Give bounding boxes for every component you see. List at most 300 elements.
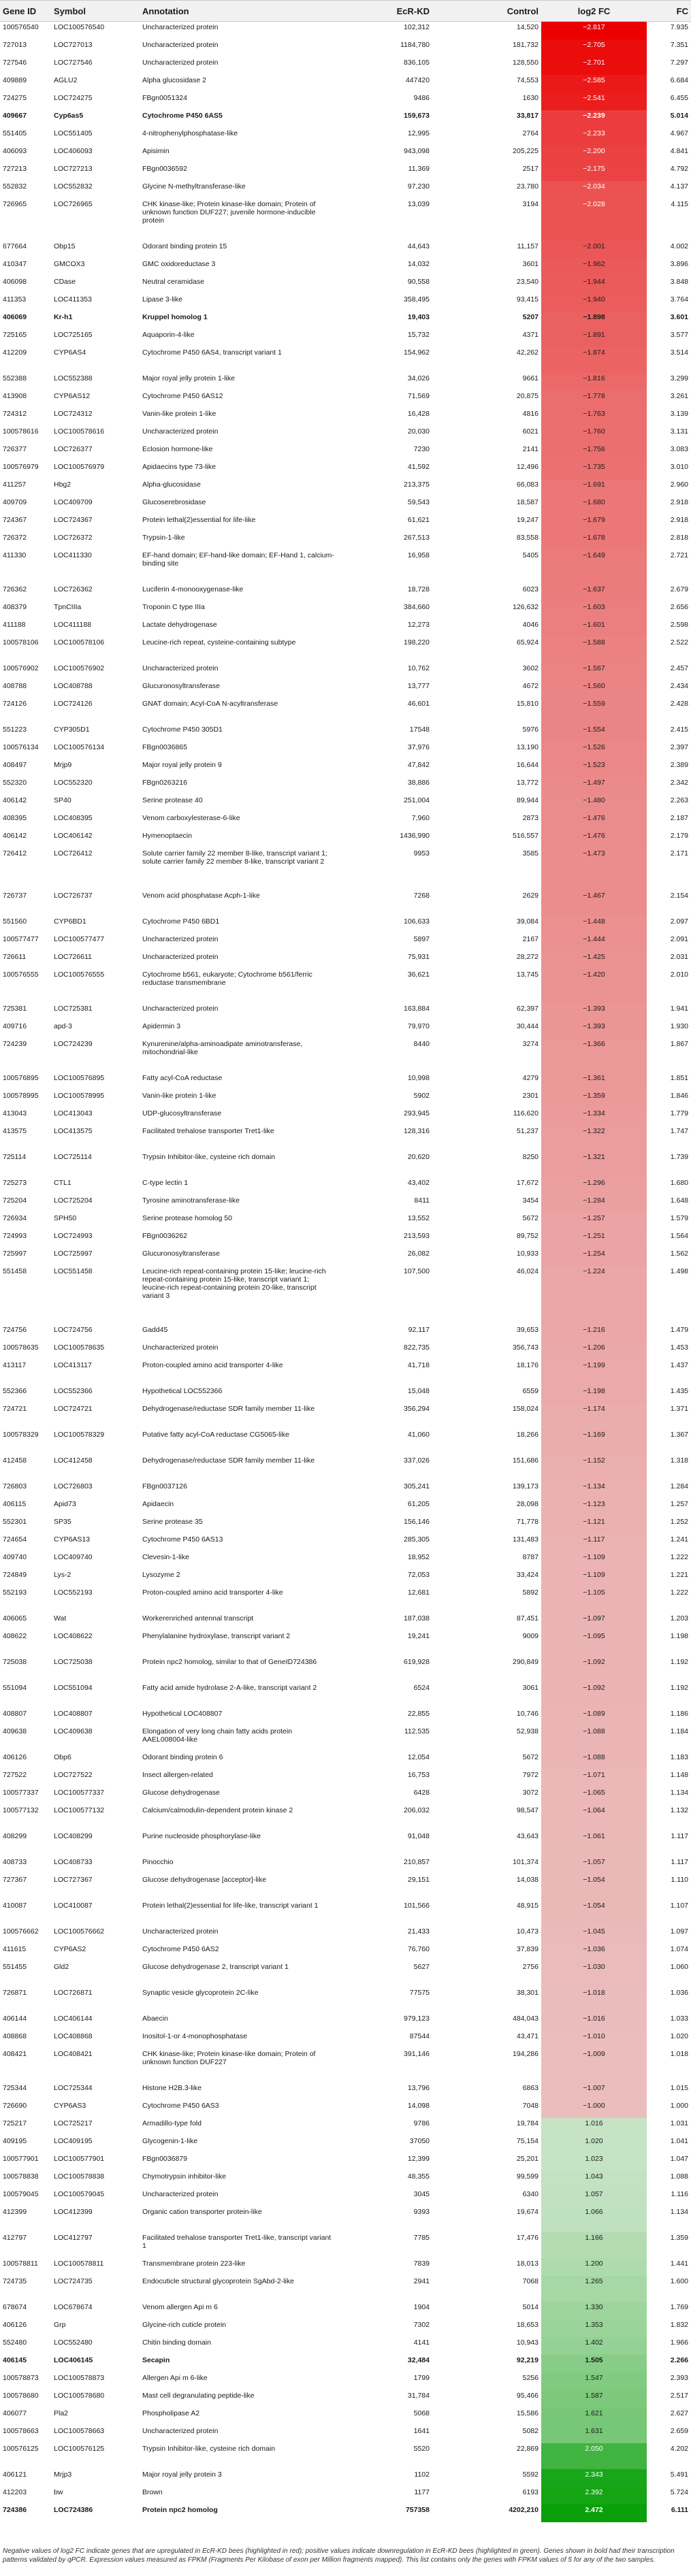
cell-symbol: CYP6BD1	[54, 917, 86, 926]
cell-control: 42,262	[516, 348, 539, 357]
cell-gene-id: 100578838	[3, 2172, 39, 2181]
cell-symbol: LOC724367	[54, 515, 93, 524]
cell-annotation: Lysozyme 2	[142, 1570, 180, 1579]
cell-fc: 1.318	[670, 1456, 688, 1465]
cell-log2fc: −1.321	[541, 1152, 647, 1177]
cell-annotation: Serine protease 40	[142, 796, 203, 804]
cell-ecr-kd: 12,399	[407, 2154, 430, 2163]
cell-log2fc: −1.735	[541, 461, 647, 479]
cell-symbol: SP40	[54, 796, 71, 804]
cell-fc: 3.131	[670, 427, 688, 436]
cell-annotation: Hypothetical LOC552366	[142, 1386, 223, 1395]
cell-symbol: LOC409740	[54, 1552, 93, 1561]
cell-symbol: LOC409709	[54, 498, 93, 506]
cell-control: 6021	[522, 427, 539, 436]
cell-log2fc: −1.420	[541, 969, 647, 1003]
table-row	[0, 1726, 691, 1752]
cell-control: 23,780	[516, 182, 539, 191]
cell-symbol: LOC724735	[54, 2277, 93, 2285]
cell-gene-id: 413117	[3, 1360, 27, 1369]
cell-annotation: Dehydrogenase/reductase SDR family member 11-like	[142, 1404, 315, 1413]
table-row	[0, 479, 691, 497]
cell-annotation: Putative fatty acyl-CoA reductase CG5065-like	[142, 1430, 289, 1439]
table-row	[0, 39, 691, 57]
cell-fc: 1.739	[670, 1152, 688, 1161]
cell-ecr-kd: 10,998	[407, 1073, 430, 1082]
cell-fc: 3.299	[670, 374, 688, 382]
cell-fc: 3.261	[670, 391, 688, 400]
cell-control: 116,620	[513, 1109, 539, 1118]
cell-ecr-kd: 1102	[414, 2470, 430, 2479]
cell-log2fc: −1.359	[541, 1090, 647, 1108]
cell-symbol: LOC725114	[54, 1152, 92, 1161]
cell-annotation: Cytochrome P450 6AS2	[142, 1944, 219, 1953]
cell-control: 18,587	[516, 498, 539, 506]
cell-fc: 3.577	[670, 330, 688, 339]
cell-control: 16,644	[516, 760, 539, 769]
cell-log2fc: −1.061	[541, 1831, 647, 1857]
cell-log2fc: −1.152	[541, 1455, 647, 1481]
cell-gene-id: 100576134	[3, 743, 39, 751]
cell-fc: 1.134	[670, 1788, 688, 1797]
cell-ecr-kd: 13,039	[407, 199, 430, 208]
cell-fc: 1.284	[670, 1482, 688, 1490]
cell-control: 14,520	[516, 23, 539, 31]
table-row	[0, 2443, 691, 2469]
cell-annotation: UDP-glucosyltransferase	[142, 1109, 222, 1118]
cell-annotation: Pinocchio	[142, 1857, 174, 1866]
table-row	[0, 681, 691, 698]
cell-control: 4046	[522, 620, 539, 629]
cell-control: 13,190	[516, 743, 539, 751]
cell-annotation: Uncharacterized protein	[142, 1927, 219, 1936]
table-row	[0, 259, 691, 276]
header-symbol: Symbol	[51, 1, 140, 22]
cell-annotation: GNAT domain; Acyl-CoA N-acyltransferase	[142, 699, 278, 708]
cell-log2fc: −2.175	[541, 163, 647, 181]
cell-fc: 4.967	[670, 129, 688, 137]
cell-symbol: LOC727546	[54, 58, 93, 67]
cell-gene-id: 408807	[3, 1709, 27, 1718]
table-row	[0, 1874, 691, 1900]
cell-annotation: Alpha-glucosidase	[142, 480, 201, 489]
table-row	[0, 830, 691, 848]
table-caption: Negative values of log2 FC indicate genes that are upregulated in EcR-KD bees (highlighted in red); positive values indicate downregulation in EcR-KD bees (highlighted in green). Genes shown in bold had their transcription patterns validated by qPCR. Expression values measured as FPKM (Fragments Per Kilobase of exon per Million fragments mapped). This list contains only the genes with FPKM values of 5 for any of the two samples.	[3, 2547, 675, 2564]
cell-annotation: Histone H2B.3-like	[142, 2083, 202, 2092]
cell-fc: 7.297	[670, 58, 688, 67]
table-body	[0, 22, 691, 2522]
cell-gene-id: 409740	[3, 1552, 27, 1561]
cell-ecr-kd: 36,621	[407, 970, 430, 979]
cell-symbol: LOC724126	[54, 699, 93, 708]
cell-symbol: LOC100576662	[54, 1927, 105, 1936]
cell-annotation: Gadd45	[142, 1325, 168, 1334]
cell-control: 10,933	[516, 1249, 539, 1258]
cell-gene-id: 725114	[3, 1152, 27, 1161]
cell-annotation: Abaecin	[142, 2014, 168, 2023]
cell-ecr-kd: 9486	[413, 93, 430, 102]
cell-fc: 2.721	[670, 551, 688, 559]
cell-annotation: Transmembrane protein 223-like	[142, 2259, 246, 2268]
cell-symbol: LOC408622	[54, 1631, 93, 1640]
cell-ecr-kd: 11,369	[408, 164, 430, 173]
cell-annotation: Luciferin 4-monooxygenase-like	[142, 585, 244, 593]
cell-ecr-kd: 61,621	[407, 515, 430, 524]
cell-log2fc: −1.065	[541, 1787, 647, 1805]
cell-control: 5672	[522, 1752, 539, 1761]
cell-log2fc: −1.567	[541, 663, 647, 681]
cell-fc: 1.088	[670, 2172, 688, 2181]
cell-symbol: LOC412399	[54, 2207, 93, 2216]
cell-fc: 1.036	[670, 1988, 688, 1997]
cell-symbol: LOC100576540	[54, 23, 105, 31]
cell-ecr-kd: 267,513	[404, 533, 430, 542]
cell-gene-id: 100578106	[3, 638, 39, 647]
cell-control: 126,632	[513, 602, 539, 611]
cell-symbol: LOC100578106	[54, 638, 105, 647]
cell-symbol: Hbg2	[54, 480, 71, 489]
cell-annotation: Cytochrome P450 6AS13	[142, 1535, 223, 1544]
table-row	[0, 637, 691, 663]
cell-gene-id: 726362	[3, 585, 27, 593]
cell-gene-id: 100577337	[3, 1788, 39, 1797]
cell-symbol: LOC411188	[54, 620, 92, 629]
cell-gene-id: 100578616	[3, 427, 39, 436]
table-row	[0, 2100, 691, 2118]
cell-annotation: 4-nitrophenylphosphatase-like	[142, 129, 238, 137]
cell-log2fc: −1.109	[541, 1569, 647, 1587]
cell-annotation: Brown	[142, 2488, 163, 2496]
cell-annotation: Uncharacterized protein	[142, 427, 219, 436]
cell-fc: 1.184	[670, 1727, 688, 1735]
cell-control: 18,013	[516, 2259, 539, 2268]
cell-ecr-kd: 8440	[413, 1039, 430, 1048]
cell-log2fc: −1.523	[541, 760, 647, 777]
cell-gene-id: 410087	[3, 1901, 27, 1910]
cell-gene-id: 677664	[3, 242, 27, 250]
cell-fc: 2.187	[670, 813, 688, 822]
cell-annotation: Venom acid phosphatase Acph-1-like	[142, 891, 260, 900]
table-row	[0, 146, 691, 163]
cell-gene-id: 552480	[3, 2338, 27, 2347]
cell-annotation: Apidermin 3	[142, 1022, 181, 1030]
cell-symbol: LOC100578995	[54, 1091, 105, 1100]
cell-annotation: Glycine N-methyltransferase-like	[142, 182, 246, 191]
cell-log2fc: −1.476	[541, 830, 647, 848]
cell-control: 9009	[522, 1631, 539, 1640]
cell-log2fc: −2.239	[541, 110, 647, 128]
cell-fc: 1.562	[670, 1249, 688, 1258]
cell-control: 3072	[522, 1788, 539, 1797]
table-row	[0, 1657, 691, 1682]
cell-gene-id: 408421	[3, 2049, 27, 2058]
cell-annotation: Allergen Api m 6-like	[142, 2373, 208, 2382]
cell-gene-id: 406077	[3, 2409, 27, 2417]
cell-gene-id: 100578663	[3, 2426, 39, 2435]
table-row	[0, 1230, 691, 1248]
cell-fc: 1.453	[670, 1343, 688, 1352]
cell-annotation: Neutral ceramidase	[142, 277, 205, 286]
cell-ecr-kd: 943,098	[404, 146, 430, 155]
cell-symbol: CYP6AS2	[54, 1944, 86, 1953]
cell-annotation: Lipase 3-like	[142, 295, 182, 304]
cell-fc: 2.010	[670, 970, 688, 979]
cell-gene-id: 551094	[3, 1683, 27, 1692]
cell-fc: 1.132	[670, 1806, 688, 1814]
cell-log2fc: −2.034	[541, 181, 647, 199]
cell-gene-id: 409195	[3, 2136, 27, 2145]
cell-fc: 1.680	[670, 1178, 688, 1187]
cell-ecr-kd: 5520	[413, 2444, 430, 2453]
cell-log2fc: −1.251	[541, 1230, 647, 1248]
cell-ecr-kd: 156,146	[404, 1517, 430, 1526]
cell-annotation: Glucoserebrosidase	[142, 498, 206, 506]
cell-annotation: Leucine-rich repeat, cysteine-containing subtype	[142, 638, 296, 647]
cell-fc: 1.941	[670, 1004, 688, 1013]
cell-ecr-kd: 12,054	[407, 1752, 430, 1761]
cell-ecr-kd: 37,976	[407, 743, 430, 751]
table-row	[0, 2390, 691, 2408]
table-row	[0, 532, 691, 550]
cell-fc: 7.935	[670, 23, 688, 31]
cell-annotation: C-type lectin 1	[142, 1178, 189, 1187]
table-row	[0, 1770, 691, 1787]
cell-symbol: LOC406145	[54, 2355, 93, 2364]
cell-log2fc: −1.054	[541, 1900, 647, 1926]
cell-gene-id: 727213	[3, 164, 27, 173]
table-row	[0, 1708, 691, 1726]
cell-annotation: Glycine-rich cuticle protein	[142, 2320, 227, 2329]
cell-log2fc: 1.402	[541, 2337, 647, 2355]
cell-control: 13,772	[516, 778, 539, 787]
cell-annotation: Cytochrome P450 305D1	[142, 725, 223, 734]
cell-log2fc: −1.763	[541, 408, 647, 426]
cell-symbol: Grp	[54, 2320, 66, 2329]
cell-log2fc: −1.649	[541, 550, 647, 584]
cell-symbol: LOC725217	[54, 2119, 93, 2127]
table-row	[0, 916, 691, 934]
table-row	[0, 2171, 691, 2189]
cell-ecr-kd: 5897	[413, 934, 430, 943]
header-gene-id: Gene ID	[0, 1, 51, 22]
cell-log2fc: −1.448	[541, 916, 647, 934]
cell-log2fc: −2.705	[541, 39, 647, 57]
cell-symbol: LOC725344	[54, 2083, 93, 2092]
cell-ecr-kd: 213,593	[404, 1231, 430, 1240]
cell-log2fc: −1.559	[541, 698, 647, 724]
cell-ecr-kd: 75,931	[407, 952, 430, 961]
cell-gene-id: 724721	[3, 1404, 27, 1413]
cell-annotation: Uncharacterized protein	[142, 952, 219, 961]
cell-control: 3194	[522, 199, 539, 208]
cell-fc: 2.679	[670, 585, 688, 593]
cell-gene-id: 727367	[3, 1875, 27, 1884]
cell-control: 194,286	[513, 2049, 539, 2058]
table-row	[0, 1429, 691, 1455]
cell-log2fc: −1.393	[541, 1021, 647, 1039]
cell-ecr-kd: 163,884	[404, 1004, 430, 1013]
cell-control: 3454	[522, 1196, 539, 1205]
cell-log2fc: −1.760	[541, 426, 647, 444]
cell-symbol: LOC100576134	[54, 743, 105, 751]
table-row	[0, 2232, 691, 2258]
cell-symbol: LOC406144	[54, 2014, 93, 2023]
cell-log2fc: 1.066	[541, 2206, 647, 2232]
cell-annotation: Hymenoptaecin	[142, 831, 192, 840]
cell-ecr-kd: 9953	[413, 849, 430, 858]
cell-ecr-kd: 206,032	[404, 1806, 430, 1814]
cell-control: 98,547	[516, 1806, 539, 1814]
cell-log2fc: 2.050	[541, 2443, 647, 2469]
cell-symbol: LOC725381	[54, 1004, 93, 1013]
cell-symbol: LOC727522	[54, 1770, 93, 1779]
cell-fc: 2.342	[670, 778, 688, 787]
table-row	[0, 890, 691, 916]
cell-annotation: Kynurenine/alpha-aminoadipate aminotransferase, mitochondrial-like	[142, 1039, 303, 1056]
table-row	[0, 1499, 691, 1516]
table-row	[0, 760, 691, 777]
cell-gene-id: 406121	[3, 2470, 27, 2479]
cell-gene-id: 725217	[3, 2119, 27, 2127]
cell-log2fc: 1.621	[541, 2408, 647, 2426]
cell-gene-id: 100576895	[3, 1073, 39, 1082]
cell-annotation: Trypsin Inhibitor-like, cysteine rich domain	[142, 1152, 276, 1161]
cell-ecr-kd: 5627	[413, 1962, 430, 1971]
cell-gene-id: 725204	[3, 1196, 27, 1205]
cell-log2fc: −1.097	[541, 1613, 647, 1631]
cell-log2fc: −2.585	[541, 75, 647, 93]
cell-symbol: LOC408788	[54, 681, 93, 690]
cell-ecr-kd: 1184,780	[400, 40, 430, 49]
table-row	[0, 550, 691, 584]
cell-annotation: FBgn0263216	[142, 778, 187, 787]
cell-symbol: LOC409638	[54, 1727, 93, 1735]
cell-ecr-kd: 1641	[413, 2426, 430, 2435]
table-row	[0, 1569, 691, 1587]
cell-symbol: CYP6AS4	[54, 348, 86, 357]
cell-log2fc: −1.284	[541, 1195, 647, 1213]
cell-control: 99,599	[516, 2172, 539, 2181]
cell-gene-id: 406069	[3, 312, 27, 321]
cell-fc: 4.002	[670, 242, 688, 250]
cell-gene-id: 100576125	[3, 2444, 39, 2453]
cell-symbol: LOC408807	[54, 1709, 93, 1718]
cell-ecr-kd: 210,857	[404, 1857, 430, 1866]
cell-log2fc: −1.134	[541, 1481, 647, 1499]
cell-gene-id: 408868	[3, 2032, 27, 2040]
cell-ecr-kd: 293,945	[404, 1109, 430, 1118]
cell-symbol: GMCOX3	[54, 259, 85, 268]
table-row	[0, 848, 691, 890]
cell-fc: 3.848	[670, 277, 688, 286]
cell-symbol: Obp15	[54, 242, 76, 250]
table-row	[0, 2189, 691, 2206]
cell-log2fc: −1.637	[541, 584, 647, 602]
cell-annotation: Eclosion hormone-like	[142, 444, 213, 453]
cell-ecr-kd: 391,146	[404, 2049, 430, 2058]
cell-control: 25,201	[516, 2154, 539, 2163]
cell-annotation: Proton-coupled amino acid transporter 4-like	[142, 1588, 283, 1597]
cell-gene-id: 412209	[3, 348, 27, 357]
cell-log2fc: −1.560	[541, 681, 647, 698]
cell-fc: 1.000	[670, 2101, 688, 2110]
cell-fc: 2.434	[670, 681, 688, 690]
table-row	[0, 1944, 691, 1961]
cell-gene-id: 406144	[3, 2014, 27, 2023]
cell-ecr-kd: 16,753	[407, 1770, 430, 1779]
cell-symbol: LOC724386	[54, 2505, 93, 2514]
cell-control: 12,496	[516, 462, 539, 471]
cell-symbol: CDase	[54, 277, 76, 286]
cell-control: 2756	[522, 1962, 539, 1971]
table-row	[0, 724, 691, 742]
cell-ecr-kd: 159,673	[404, 111, 430, 120]
cell-log2fc: 1.265	[541, 2276, 647, 2302]
cell-control: 83,558	[516, 533, 539, 542]
cell-fc: 1.600	[670, 2277, 688, 2285]
cell-ecr-kd: 1436,990	[400, 831, 430, 840]
cell-log2fc: −1.224	[541, 1266, 647, 1324]
cell-annotation: Uncharacterized protein	[142, 58, 219, 67]
cell-symbol: LOC100578680	[54, 2391, 105, 2400]
cell-annotation: Facilitated trehalose transporter Tret1-like	[142, 1126, 274, 1135]
table-row	[0, 1195, 691, 1213]
cell-control: 28,098	[516, 1499, 539, 1508]
cell-ecr-kd: 44,643	[407, 242, 430, 250]
cell-annotation: Venom carboxylesterase-6-like	[142, 813, 240, 822]
cell-ecr-kd: 97,230	[407, 182, 430, 191]
cell-symbol: LOC725038	[54, 1657, 93, 1666]
cell-symbol: Apid73	[54, 1499, 76, 1508]
cell-ecr-kd: 198,220	[404, 638, 430, 647]
cell-symbol: LOC100576895	[54, 1073, 105, 1082]
cell-gene-id: 726611	[3, 952, 27, 961]
cell-control: 4371	[522, 330, 539, 339]
cell-annotation: Dehydrogenase/reductase SDR family member 11-like	[142, 1456, 315, 1465]
cell-symbol: LOC406142	[54, 831, 93, 840]
cell-gene-id: 410347	[3, 259, 27, 268]
cell-symbol: LOC100577132	[54, 1806, 105, 1814]
cell-symbol: LOC100577337	[54, 1788, 105, 1797]
table-row	[0, 1987, 691, 2013]
cell-symbol: Wat	[54, 1614, 67, 1623]
cell-gene-id: 100578329	[3, 1430, 39, 1439]
cell-control: 89,944	[516, 796, 539, 804]
cell-gene-id: 552320	[3, 778, 27, 787]
table-row	[0, 2049, 691, 2083]
cell-control: 2517	[522, 164, 539, 173]
table-row	[0, 1534, 691, 1552]
table-row	[0, 742, 691, 760]
cell-symbol: LOC726965	[54, 199, 93, 208]
cell-log2fc: −1.009	[541, 2049, 647, 2083]
cell-fc: 6.111	[671, 2505, 688, 2514]
cell-control: 93,415	[516, 295, 539, 304]
cell-symbol: LOC410087	[54, 1901, 93, 1910]
cell-ecr-kd: 92,117	[408, 1325, 430, 1334]
cell-ecr-kd: 305,241	[404, 1482, 430, 1490]
cell-symbol: LOC552832	[54, 182, 93, 191]
cell-annotation: Glucuronosyltransferase	[142, 681, 220, 690]
cell-control: 13,745	[516, 970, 539, 979]
cell-log2fc: −1.691	[541, 479, 647, 497]
cell-gene-id: 725165	[3, 330, 27, 339]
table-row	[0, 951, 691, 969]
cell-control: 66,083	[516, 480, 539, 489]
cell-gene-id: 406145	[3, 2355, 27, 2364]
cell-ecr-kd: 8411	[414, 1196, 430, 1205]
cell-ecr-kd: 2941	[413, 2277, 430, 2285]
